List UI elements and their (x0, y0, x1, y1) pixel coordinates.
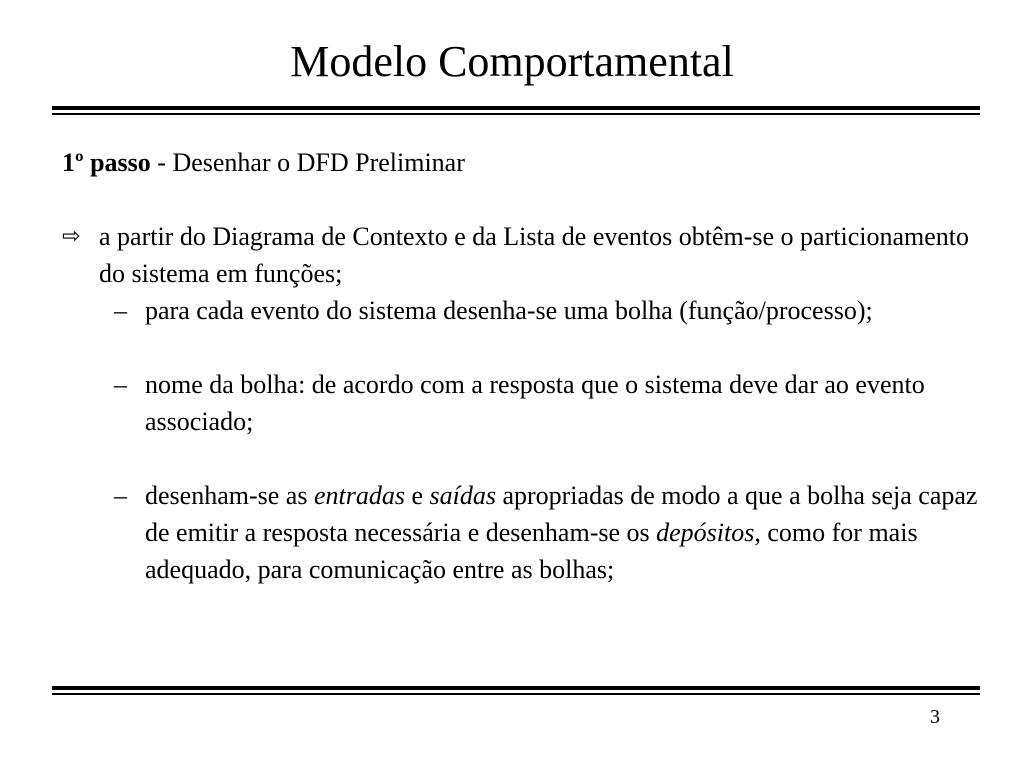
slide-body (62, 144, 982, 588)
sub3-text-a: desenham-se as (145, 481, 314, 510)
page-number: 3 (930, 706, 940, 728)
sub3-text-c: apropriadas de modo a que a bolha seja capaz de emitir a resposta necessária e desenham-se os (145, 481, 978, 547)
entradas-term: entradas (313, 481, 405, 510)
dash-bullet-icon: – (114, 370, 127, 399)
main-bullet-text: a partir do Diagrama de Contexto e da Lista de eventos obtêm-se o particionamento do sistema em funções; (99, 222, 969, 288)
main-bullet-item (62, 218, 982, 292)
dash-bullet-icon: – (114, 481, 127, 510)
sub3-text-b: e (404, 481, 430, 510)
sub-bullet-item-2 (62, 366, 982, 440)
step-label: 1º passo (62, 148, 151, 177)
arrow-bullet-icon: ⇨ (62, 224, 81, 249)
depositos-term: depósitos (656, 518, 755, 547)
sub-bullet-text-2: nome da bolha: de acordo com a resposta que o sistema deve dar ao evento associado; (145, 370, 925, 436)
step-heading (62, 144, 982, 181)
sub-bullet-item-1 (62, 292, 982, 329)
top-divider (52, 106, 980, 115)
step-text: - Desenhar o DFD Preliminar (150, 148, 465, 177)
saidas-term: saídas (429, 481, 496, 510)
dash-bullet-icon: – (114, 296, 127, 325)
sub3-text-d: , como for mais adequado, para comunicação entre as bolhas; (145, 518, 918, 584)
sub-bullet-text-3 (145, 481, 977, 584)
slide-title: Modelo Comportamental (290, 37, 734, 86)
sub-bullet-item-3 (62, 477, 982, 588)
sub-bullet-text-1: para cada evento do sistema desenha-se uma bolha (função/processo); (145, 296, 873, 325)
bottom-divider (52, 686, 980, 695)
